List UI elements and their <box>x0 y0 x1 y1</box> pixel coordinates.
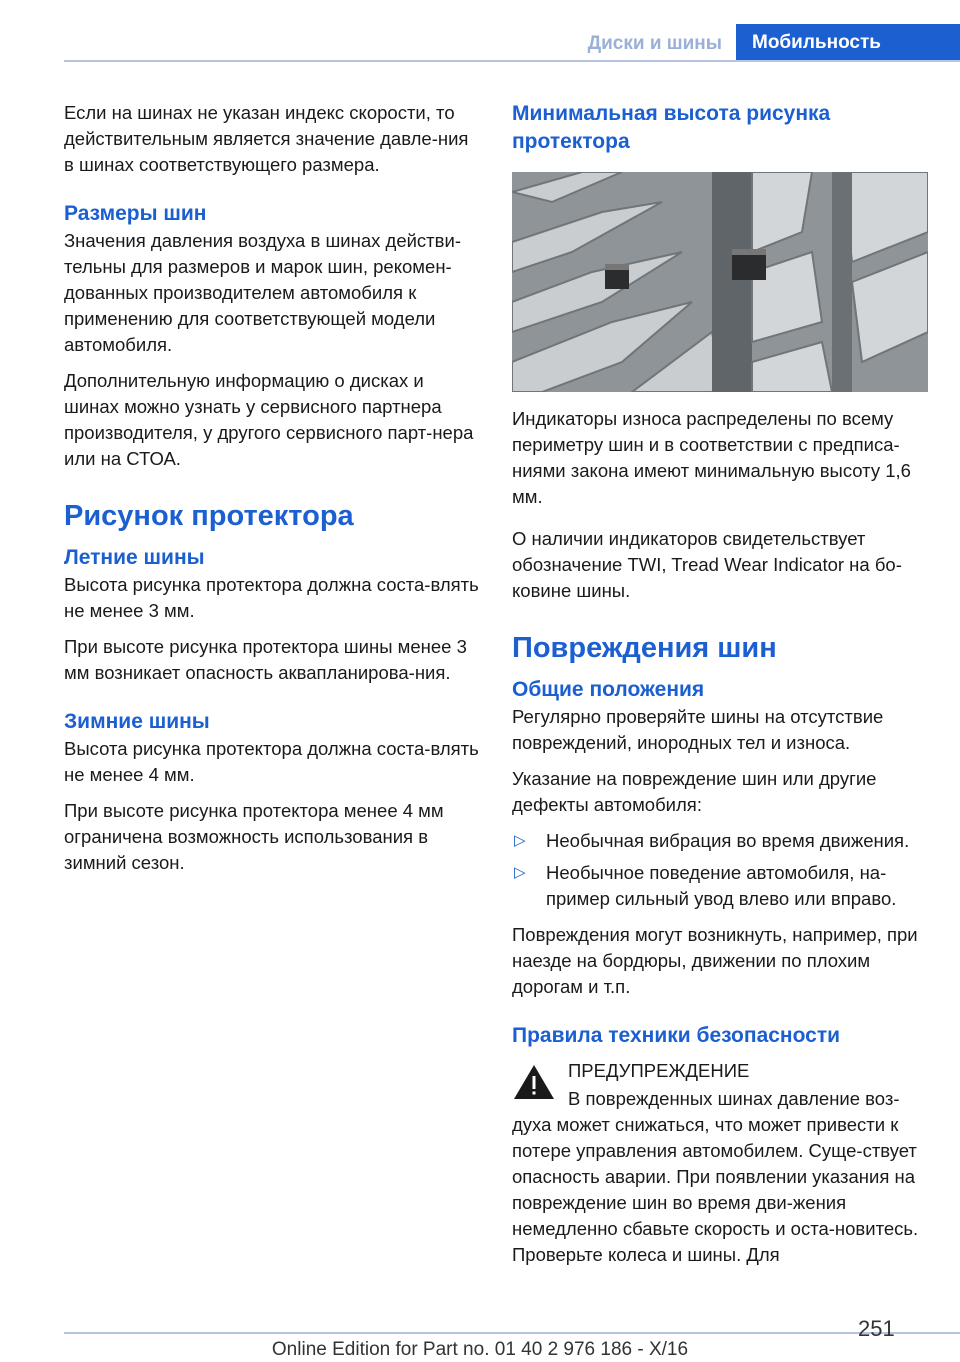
paragraph-summer-2: При высоте рисунка протектора шины менее 3 мм возникает опасность аквапланирова-ния. <box>64 636 467 683</box>
page-number: 251 <box>858 1316 895 1341</box>
paragraph-sizes-1: Значения давления воздуха в шинах действи-тельны для размеров и марок шин, рекомен-дованных производителем автомобиля к применению для соответствующей модели автомобиля. <box>64 230 461 355</box>
paragraph-sizes-2: Дополнительную информацию о дисках и шинах можно узнать у сервисного партнера производителя, у другого сервисного парт-нера или на СТОА. <box>64 370 474 469</box>
tread-wear-indicator-image <box>512 172 928 392</box>
paragraph-min-1: Индикаторы износа распределены по всему периметру шин и в соответствии с предписа-ниями закона имеют минимальную высоту 1,6 мм. <box>512 408 911 507</box>
paragraph-winter-2: При высоте рисунка протектора менее 4 мм ограничена возможность использования в зимний сезон. <box>64 800 444 873</box>
heading-general: Общие положения <box>512 678 705 701</box>
paragraph-general-3: Повреждения могут возникнуть, например, при наезде на бордюры, движении по плохим дорогам и т.п. <box>512 924 918 997</box>
left-column <box>64 100 480 886</box>
paragraph-general-2: Указание на повреждение шин или другие дефекты автомобиля: <box>512 768 877 815</box>
paragraph-intro: Если на шинах не указан индекс скорости, то действительным является значение давле-ния в шинах соответствующего размера. <box>64 102 469 175</box>
heading-tread-pattern: Рисунок протектора <box>64 500 354 532</box>
heading-tire-sizes: Размеры шин <box>64 202 207 225</box>
right-column <box>512 100 928 1278</box>
header-section-tab[interactable]: Диски и шины <box>587 33 722 54</box>
list-item: ▷ Необычное поведение автомобиля, на-пример сильный увод влево или вправо. <box>514 862 897 909</box>
damage-signs-list <box>512 828 928 912</box>
heading-summer-tires: Летние шины <box>64 546 205 569</box>
paragraph-winter-1: Высота рисунка протектора должна соста-влять не менее 4 мм. <box>64 738 479 785</box>
heading-tire-damage: Повреждения шин <box>512 632 777 664</box>
header-divider <box>64 60 960 62</box>
warning-block <box>512 1058 928 1268</box>
heading-winter-tires: Зимние шины <box>64 710 210 733</box>
warning-text: В поврежденных шинах давление воз-духа может снижаться, что может привести к потере управления автомобилем. Суще-ствует опасность аварии. При появлении указания на повреждение шин во время дви-жения немедленно сбавьте скорость и оста-новитесь. Проверьте колеса и шины. Для <box>512 1088 919 1265</box>
heading-safety-rules: Правила техники безопасности <box>512 1024 841 1047</box>
bullet-triangle-icon: ▷ <box>514 832 526 849</box>
paragraph-summer-1: Высота рисунка протектора должна соста-влять не менее 3 мм. <box>64 574 479 621</box>
warning-triangle-icon <box>512 1062 556 1102</box>
bullet-triangle-icon: ▷ <box>514 864 526 881</box>
footer-divider <box>64 1332 960 1334</box>
paragraph-min-2: О наличии индикаторов свидетельствует обозначение TWI, Tread Wear Indicator на бо-ковине шины. <box>512 528 902 601</box>
warning-title: ПРЕДУПРЕЖДЕНИЕ <box>568 1060 750 1081</box>
heading-min-tread-depth: Минимальная высота рисунка протектора <box>512 102 831 153</box>
paragraph-general-1: Регулярно проверяйте шины на отсутствие повреждений, инородных тел и износа. <box>512 706 884 753</box>
header-chapter-tab[interactable]: Мобильность <box>736 24 960 62</box>
footer-edition: Online Edition for Part no. 01 40 2 976 186 - X/16 <box>271 1339 689 1360</box>
list-item: ▷ Необычная вибрация во время движения. <box>512 828 928 854</box>
